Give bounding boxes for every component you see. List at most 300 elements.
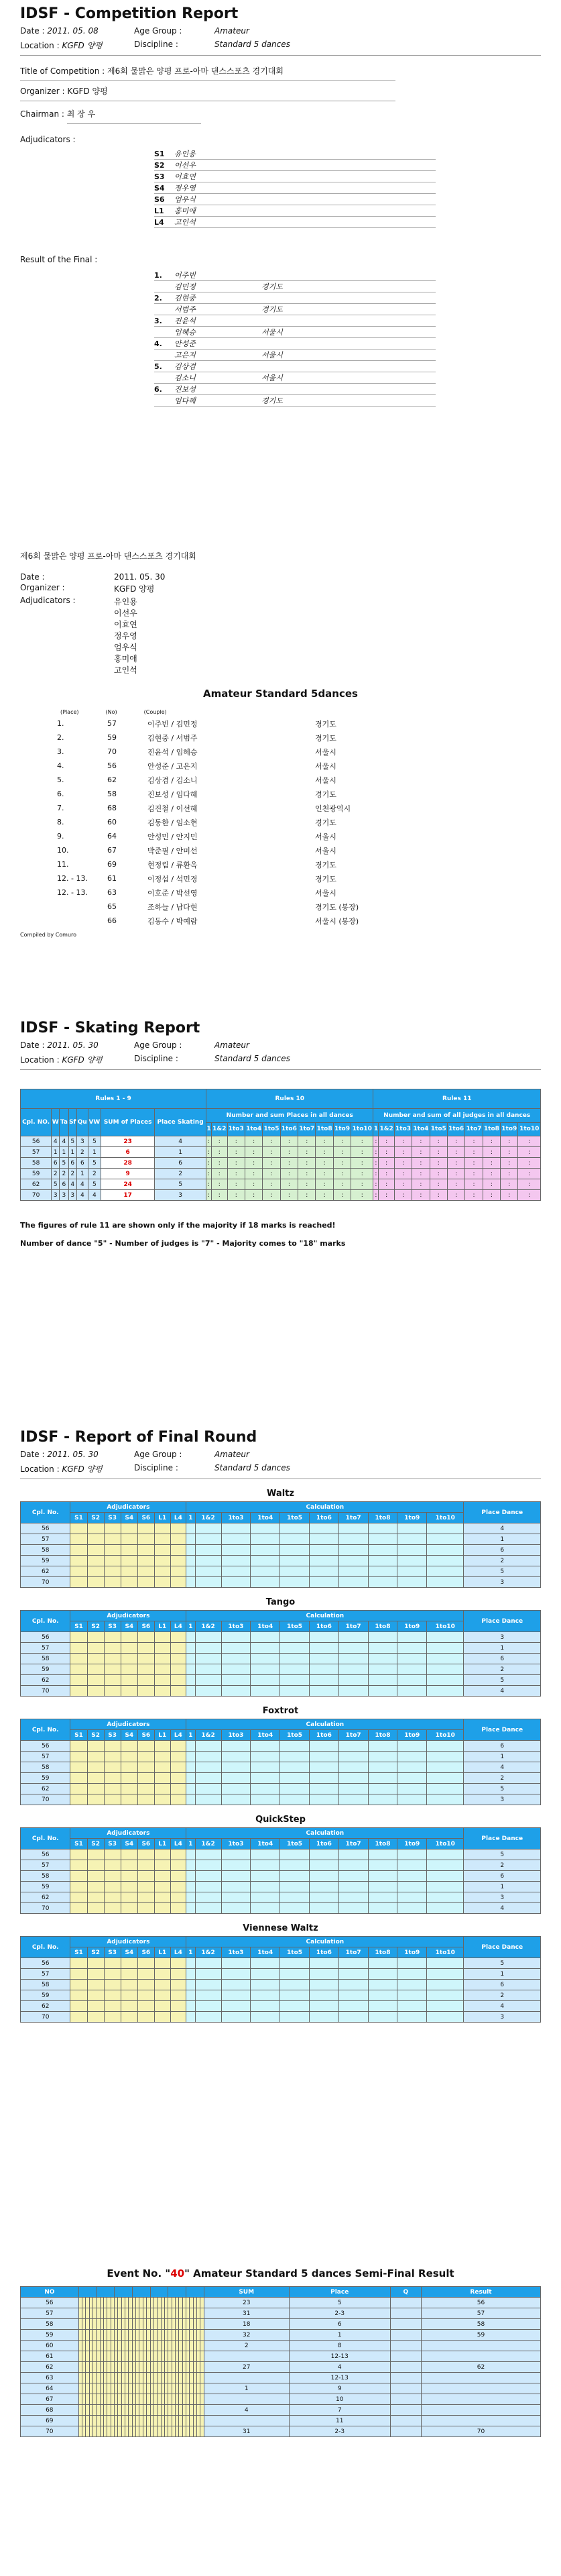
dance-calc bbox=[280, 1566, 310, 1577]
sk-range-head: 1to4 bbox=[245, 1122, 262, 1136]
result-place: 2. bbox=[154, 293, 162, 303]
dance-calc bbox=[221, 1523, 251, 1534]
dance-cpl: 59 bbox=[21, 1664, 70, 1675]
location-value: KGFD 양평 bbox=[62, 41, 103, 50]
dance-mark bbox=[137, 1566, 154, 1577]
dance-calc bbox=[280, 1752, 310, 1762]
dance-head bbox=[21, 1937, 541, 1947]
dance-row bbox=[21, 1773, 541, 1784]
dance-mark bbox=[170, 1741, 186, 1752]
semi-row bbox=[21, 2394, 541, 2405]
dance-place: 4 bbox=[464, 2001, 541, 2012]
dance-calc bbox=[195, 1675, 221, 1686]
dance-calc bbox=[195, 1664, 221, 1675]
dance-calc bbox=[309, 1664, 338, 1675]
sk-place: 6 bbox=[77, 1158, 88, 1169]
dance-mark bbox=[137, 1969, 154, 1980]
dance-row bbox=[21, 1849, 541, 1860]
semi-cpl: 68 bbox=[21, 2405, 79, 2416]
dance-cpl: 58 bbox=[21, 1871, 70, 1882]
dance-calc bbox=[397, 1523, 427, 1534]
dance-mark bbox=[121, 1784, 137, 1794]
dance-mark bbox=[154, 1990, 170, 2001]
dance-calc bbox=[186, 1794, 195, 1805]
dance-mark bbox=[137, 1773, 154, 1784]
dance-calc bbox=[427, 1892, 464, 1903]
dance-place: 5 bbox=[464, 1784, 541, 1794]
semi-place: 8 bbox=[289, 2341, 390, 2351]
sk-r10: : bbox=[333, 1169, 351, 1179]
dance-place: 5 bbox=[464, 1675, 541, 1686]
dance-cpl: 62 bbox=[21, 2001, 70, 2012]
sk-range-head: 1to6 bbox=[447, 1122, 464, 1136]
sk-place: 5 bbox=[52, 1179, 60, 1190]
dance-calc bbox=[368, 1882, 397, 1892]
sk-r10: : bbox=[298, 1169, 316, 1179]
dance-calc bbox=[195, 1556, 221, 1566]
sk-place: 1 bbox=[68, 1147, 77, 1158]
dance-calc bbox=[251, 1534, 280, 1545]
dance-mark bbox=[137, 1892, 154, 1903]
dance-mark bbox=[154, 1871, 170, 1882]
dance-col-place: Place Dance bbox=[464, 1502, 541, 1523]
dance-calc bbox=[338, 1784, 368, 1794]
dance-place: 3 bbox=[464, 2012, 541, 2023]
dance-calc bbox=[280, 1643, 310, 1654]
dance-calc bbox=[195, 1860, 221, 1871]
dance-row bbox=[21, 1534, 541, 1545]
dance-calc bbox=[186, 1958, 195, 1969]
dance-mark bbox=[121, 1577, 137, 1588]
dance-mark bbox=[104, 1523, 121, 1534]
semi-title-pre: Event No. " bbox=[107, 2267, 171, 2279]
dance-calc bbox=[251, 1643, 280, 1654]
semi-row bbox=[21, 2373, 541, 2383]
dance-calc bbox=[221, 1892, 251, 1903]
dance-calc bbox=[309, 1871, 338, 1882]
dance-mark bbox=[154, 1556, 170, 1566]
summary-couple: 진윤석 / 임혜승 bbox=[147, 747, 198, 757]
dance-calc-head: 1to6 bbox=[309, 1621, 338, 1632]
dance-calc bbox=[368, 1632, 397, 1643]
dance-calc bbox=[397, 1871, 427, 1882]
sk-r11: : bbox=[430, 1190, 447, 1201]
dance-calc bbox=[221, 1969, 251, 1980]
dance-mark bbox=[121, 1654, 137, 1664]
sk-r11: : bbox=[394, 1136, 412, 1147]
dance-calc bbox=[186, 1664, 195, 1675]
dance-calc bbox=[186, 1686, 195, 1697]
dance-calc bbox=[221, 1741, 251, 1752]
summary-date-label: Date : bbox=[20, 572, 45, 582]
dance-cpl: 56 bbox=[21, 1849, 70, 1860]
dance-calc bbox=[280, 1849, 310, 1860]
semi-sum: 2 bbox=[204, 2341, 289, 2351]
dance-place: 6 bbox=[464, 1741, 541, 1752]
semi-row bbox=[21, 2416, 541, 2426]
summary-couple: 김동수 / 박예람 bbox=[147, 916, 198, 926]
dance-calc bbox=[338, 1794, 368, 1805]
dance-calc bbox=[280, 1654, 310, 1664]
sk-r10: : bbox=[280, 1147, 298, 1158]
dance-mark bbox=[104, 1990, 121, 2001]
dance-calc-head: 1 bbox=[186, 1839, 195, 1849]
semi-result bbox=[422, 2383, 541, 2394]
semi-judge-head bbox=[97, 2287, 115, 2298]
dance-calc bbox=[221, 1534, 251, 1545]
result-female: 김민정 bbox=[174, 282, 196, 291]
chairman-value: 최 장 우 bbox=[66, 109, 96, 119]
dance-mark bbox=[70, 1980, 87, 1990]
result-place: 3. bbox=[154, 316, 162, 325]
dance-mark bbox=[154, 1969, 170, 1980]
dance-mark bbox=[70, 1675, 87, 1686]
dance-calc bbox=[338, 1773, 368, 1784]
dance-mark bbox=[104, 1762, 121, 1773]
summary-couple: 김동한 / 임소현 bbox=[147, 818, 198, 827]
dance-calc bbox=[251, 1969, 280, 1980]
sk-row bbox=[21, 1169, 541, 1179]
sk-range-head: 1 bbox=[373, 1122, 379, 1136]
dance-mark bbox=[137, 1752, 154, 1762]
result-place: 5. bbox=[154, 362, 162, 371]
dance-calc bbox=[309, 1849, 338, 1860]
result-region: 경기도 bbox=[261, 396, 283, 405]
dance-calc bbox=[397, 1882, 427, 1892]
adjudicator-name: 고인석 bbox=[174, 218, 196, 227]
dance-calc bbox=[397, 1654, 427, 1664]
dance-mark bbox=[121, 1860, 137, 1871]
dance-cpl: 57 bbox=[21, 1969, 70, 1980]
dance-place: 2 bbox=[464, 1556, 541, 1566]
result-row bbox=[154, 315, 436, 327]
dance-mark bbox=[87, 1969, 104, 1980]
dance-calc bbox=[280, 1741, 310, 1752]
adjudicator-row bbox=[154, 205, 436, 217]
dance-calc bbox=[221, 1675, 251, 1686]
sk-range-head: 1to9 bbox=[501, 1122, 518, 1136]
semi-result bbox=[422, 2405, 541, 2416]
dance-calc bbox=[195, 2001, 221, 2012]
sk-range-head: 1to6 bbox=[280, 1122, 298, 1136]
sk-loc: KGFD 양평 bbox=[62, 1055, 103, 1065]
sk-r10: : bbox=[206, 1190, 212, 1201]
summary-no: 56 bbox=[107, 761, 117, 770]
dance-calc bbox=[427, 1990, 464, 2001]
summary-region: 경기도 bbox=[315, 818, 336, 827]
dance-mark bbox=[154, 1741, 170, 1752]
dance-mark bbox=[104, 1534, 121, 1545]
semi-col-head: Result bbox=[422, 2287, 541, 2298]
semi-row bbox=[21, 2341, 541, 2351]
dance-mark bbox=[170, 1958, 186, 1969]
dance-mark bbox=[154, 1892, 170, 1903]
dance-calc-head: 1to10 bbox=[427, 1621, 464, 1632]
dance-head bbox=[21, 1502, 541, 1513]
dance-calc bbox=[251, 1632, 280, 1643]
dance-calc bbox=[221, 1664, 251, 1675]
dance-calc bbox=[427, 1675, 464, 1686]
semi-place: 6 bbox=[289, 2319, 390, 2330]
fr-disc-label: Discipline : bbox=[134, 1463, 178, 1472]
dance-mark bbox=[170, 1849, 186, 1860]
sk-r10: : bbox=[351, 1169, 373, 1179]
dance-mark bbox=[104, 1849, 121, 1860]
dance-mark bbox=[87, 1762, 104, 1773]
dance-mark bbox=[170, 1871, 186, 1882]
adjudicator-code: S2 bbox=[154, 160, 165, 170]
sk-r10: : bbox=[333, 1190, 351, 1201]
sk-vw: 1 bbox=[88, 1147, 101, 1158]
dance-calc bbox=[280, 2001, 310, 2012]
sk-r10: : bbox=[298, 1136, 316, 1147]
sk-r10: : bbox=[316, 1158, 333, 1169]
dance-mark bbox=[104, 1773, 121, 1784]
semi-cpl: 61 bbox=[21, 2351, 79, 2362]
sk-vw: 2 bbox=[88, 1169, 101, 1179]
dance-cpl: 57 bbox=[21, 1534, 70, 1545]
sk-place: 4 bbox=[77, 1179, 88, 1190]
sk-r11: : bbox=[465, 1190, 483, 1201]
dance-calc-head: 1to8 bbox=[368, 1947, 397, 1958]
dance-calc bbox=[338, 1686, 368, 1697]
dance-mark bbox=[137, 1534, 154, 1545]
dance-mark bbox=[137, 1632, 154, 1643]
dance-cpl: 57 bbox=[21, 1860, 70, 1871]
fr-disc: Standard 5 dances bbox=[214, 1463, 290, 1472]
result-row-partner bbox=[154, 395, 436, 407]
semi-sum: 23 bbox=[204, 2298, 289, 2308]
summary-place: 4. bbox=[57, 761, 64, 770]
result-male: 진윤석 bbox=[174, 317, 196, 325]
dance-calc bbox=[195, 1632, 221, 1643]
dance-calc bbox=[427, 1773, 464, 1784]
dance-calc bbox=[280, 1686, 310, 1697]
dance-calc-head: 1to8 bbox=[368, 1730, 397, 1741]
dance-mark bbox=[104, 1784, 121, 1794]
result-place: 4. bbox=[154, 339, 162, 348]
dance-calc-head: 1to9 bbox=[397, 1513, 427, 1523]
dance-calc bbox=[338, 1664, 368, 1675]
dance-calc-head: 1to7 bbox=[338, 1730, 368, 1741]
sk-sum: 9 bbox=[101, 1169, 155, 1179]
dance-calc bbox=[186, 1860, 195, 1871]
semi-judge-head bbox=[115, 2287, 133, 2298]
semi-judge-head bbox=[78, 2287, 97, 2298]
summary-place: 12. - 13. bbox=[57, 888, 88, 897]
summary-place: 9. bbox=[57, 832, 64, 841]
dance-mark bbox=[170, 1990, 186, 2001]
sk-r11: : bbox=[483, 1190, 500, 1201]
dance-place: 2 bbox=[464, 1860, 541, 1871]
sk-r11: : bbox=[394, 1190, 412, 1201]
sk-sum: 23 bbox=[101, 1136, 155, 1147]
sk-r10: : bbox=[245, 1179, 262, 1190]
dance-calc bbox=[397, 1849, 427, 1860]
sk-col-head: Cpl. NO. bbox=[21, 1109, 52, 1136]
sk-range-head: 1&2 bbox=[379, 1122, 394, 1136]
sk-r10: : bbox=[212, 1190, 227, 1201]
dance-mark bbox=[104, 2012, 121, 2023]
dance-calc bbox=[186, 1980, 195, 1990]
dance-mark bbox=[70, 1892, 87, 1903]
summary-couple: 김상겸 / 김소니 bbox=[147, 775, 198, 785]
sk-r11: : bbox=[518, 1179, 541, 1190]
dance-mark bbox=[170, 1784, 186, 1794]
sk-r11: : bbox=[501, 1169, 518, 1179]
dance-calc bbox=[221, 1773, 251, 1784]
dance-mark bbox=[154, 1534, 170, 1545]
summary-row bbox=[20, 787, 541, 801]
dance-adj-code: S4 bbox=[121, 1513, 137, 1523]
sk-place: 1 bbox=[60, 1147, 68, 1158]
dance-mark bbox=[121, 1545, 137, 1556]
dance-calc bbox=[251, 1762, 280, 1773]
rules10-sub: Number and sum Places in all dances bbox=[206, 1109, 373, 1123]
dance-adj-code: S3 bbox=[104, 1839, 121, 1849]
sk-r10: : bbox=[212, 1169, 227, 1179]
dance-calc bbox=[427, 2001, 464, 2012]
col-couple: (Couple) bbox=[143, 709, 167, 715]
semi-cpl: 64 bbox=[21, 2383, 79, 2394]
sk-vw: 5 bbox=[88, 1179, 101, 1190]
sk-range-head: 1&2 bbox=[212, 1122, 227, 1136]
dance-calc bbox=[280, 1762, 310, 1773]
dance-mark bbox=[121, 1969, 137, 1980]
sk-r11: : bbox=[379, 1136, 394, 1147]
dance-calc-head: 1to4 bbox=[251, 1621, 280, 1632]
dance-mark bbox=[87, 1545, 104, 1556]
dance-calc bbox=[309, 1654, 338, 1664]
dance-calc-head: 1to10 bbox=[427, 1513, 464, 1523]
sk-final-place: 3 bbox=[155, 1190, 206, 1201]
summary-place: 5. bbox=[57, 775, 64, 784]
dance-calc bbox=[186, 1577, 195, 1588]
dance-calc bbox=[195, 1643, 221, 1654]
dance-mark bbox=[137, 1654, 154, 1664]
dance-mark bbox=[70, 1664, 87, 1675]
organizer-value: KGFD 양평 bbox=[67, 87, 108, 96]
dance-calc bbox=[251, 1654, 280, 1664]
dance-calc bbox=[338, 2012, 368, 2023]
semi-result: 56 bbox=[422, 2298, 541, 2308]
dance-mark bbox=[104, 1632, 121, 1643]
summary-row bbox=[20, 716, 541, 731]
semi-judge-head bbox=[186, 2287, 204, 2298]
semi-cpl: 67 bbox=[21, 2394, 79, 2405]
dance-calc bbox=[397, 1903, 427, 1914]
dance-place: 2 bbox=[464, 1664, 541, 1675]
semi-cpl: 62 bbox=[21, 2362, 79, 2373]
dance-calc bbox=[397, 1577, 427, 1588]
dance-mark bbox=[154, 1849, 170, 1860]
dance-mark bbox=[170, 1545, 186, 1556]
dance-cpl: 58 bbox=[21, 1762, 70, 1773]
dance-mark bbox=[154, 1860, 170, 1871]
dance-calc bbox=[338, 1980, 368, 1990]
dance-place: 2 bbox=[464, 1990, 541, 2001]
sk-place: 2 bbox=[52, 1169, 60, 1179]
summary-row bbox=[20, 900, 541, 914]
sk-r10: : bbox=[245, 1147, 262, 1158]
dance-calc bbox=[251, 1686, 280, 1697]
dance-mark bbox=[87, 2001, 104, 2012]
dance-place: 6 bbox=[464, 1545, 541, 1556]
dance-col-calc: Calculation bbox=[186, 1719, 464, 1730]
sk-col-head: Sf bbox=[68, 1109, 77, 1136]
sk-r10: : bbox=[316, 1179, 333, 1190]
dance-calc bbox=[251, 1523, 280, 1534]
dance-adj-code: L1 bbox=[154, 1947, 170, 1958]
result-female: 임혜승 bbox=[174, 328, 196, 337]
semi-col-head: Place bbox=[289, 2287, 390, 2298]
sk-r11: : bbox=[373, 1147, 379, 1158]
dance-calc-head: 1&2 bbox=[195, 1513, 221, 1523]
dance-calc bbox=[427, 1556, 464, 1566]
majority-note: Number of dance "5" - Number of judges is "7" - Majority comes to "18" marks bbox=[20, 1239, 346, 1248]
sk-row bbox=[21, 1179, 541, 1190]
dance-row bbox=[21, 1686, 541, 1697]
dance-calc bbox=[427, 1794, 464, 1805]
result-row bbox=[154, 338, 436, 350]
date-value: 2011. 05. 08 bbox=[47, 26, 99, 36]
dance-calc bbox=[397, 1566, 427, 1577]
rules19-head: Rules 1 - 9 bbox=[21, 1089, 206, 1109]
sk-place: 5 bbox=[68, 1136, 77, 1147]
dance-sub bbox=[21, 1947, 541, 1958]
dance-row bbox=[21, 1871, 541, 1882]
sk-r10: : bbox=[212, 1136, 227, 1147]
dance-mark bbox=[121, 2001, 137, 2012]
dance-row bbox=[21, 1969, 541, 1980]
semi-q bbox=[390, 2351, 421, 2362]
sk-range-head: 1to3 bbox=[394, 1122, 412, 1136]
dance-adj-code: S6 bbox=[137, 1513, 154, 1523]
dance-calc bbox=[280, 1969, 310, 1980]
dance-cpl: 70 bbox=[21, 1686, 70, 1697]
dance-calc bbox=[368, 1969, 397, 1980]
dance-calc bbox=[368, 1654, 397, 1664]
dance-calc bbox=[397, 1632, 427, 1643]
dance-calc-head: 1to5 bbox=[280, 1513, 310, 1523]
dance-mark bbox=[170, 1654, 186, 1664]
sk-r10: : bbox=[280, 1179, 298, 1190]
dance-place: 4 bbox=[464, 1523, 541, 1534]
semi-cpl: 58 bbox=[21, 2319, 79, 2330]
dance-calc bbox=[309, 1773, 338, 1784]
semi-sum: 31 bbox=[204, 2426, 289, 2437]
dance-calc bbox=[280, 1882, 310, 1892]
dance-calc bbox=[195, 1741, 221, 1752]
dance-mark bbox=[104, 1871, 121, 1882]
sk-final-place: 4 bbox=[155, 1136, 206, 1147]
semi-q bbox=[390, 2426, 421, 2437]
summary-adj-name: 엄우식 bbox=[114, 643, 137, 652]
dance-calc bbox=[368, 1773, 397, 1784]
dance-calc bbox=[427, 1643, 464, 1654]
dance-adj-code: S4 bbox=[121, 1839, 137, 1849]
dance-calc bbox=[251, 1990, 280, 2001]
summary-adj-name: 홍미애 bbox=[114, 654, 137, 663]
sk-r10: : bbox=[206, 1158, 212, 1169]
semi-row bbox=[21, 2426, 541, 2437]
dance-mark bbox=[154, 1773, 170, 1784]
dance-calc bbox=[309, 1686, 338, 1697]
dance-adj-code: S1 bbox=[70, 1730, 87, 1741]
dance-mark bbox=[121, 1794, 137, 1805]
dance-calc-head: 1to8 bbox=[368, 1513, 397, 1523]
sk-r11: : bbox=[518, 1158, 541, 1169]
